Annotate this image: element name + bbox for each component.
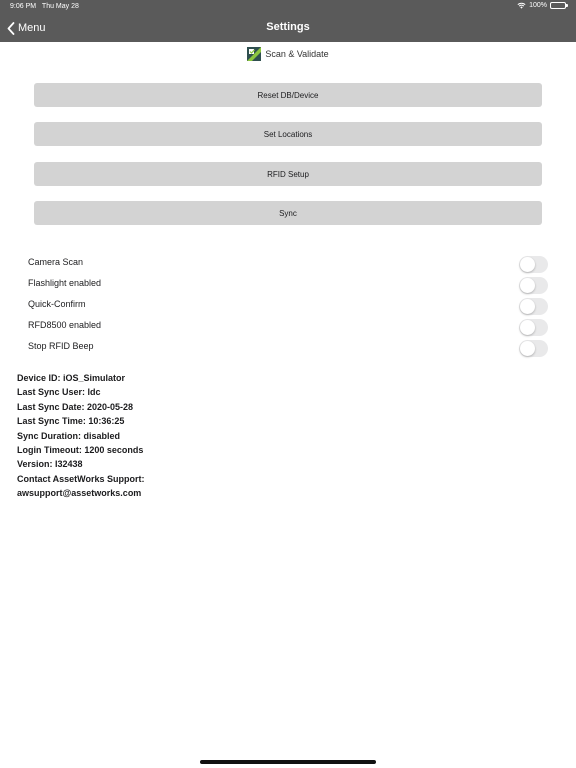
- sync-duration: Sync Duration: disabled: [17, 430, 121, 441]
- last-sync-time: Last Sync Time: 10:36:25: [17, 416, 125, 427]
- switch-knob: [520, 257, 535, 272]
- last-sync-user: Last Sync User: ldc: [17, 387, 101, 398]
- toggle-row-stop-rfid-beep: [0, 338, 576, 358]
- toggle-label: Camera Scan: [28, 257, 84, 267]
- reset-db-device-button[interactable]: Reset DB/Device: [34, 83, 542, 107]
- switch-knob: [520, 299, 535, 314]
- set-locations-button[interactable]: Set Locations: [34, 122, 542, 146]
- sync-button[interactable]: Sync: [34, 201, 542, 225]
- status-right: [517, 2, 566, 9]
- status-bar: [0, 0, 576, 14]
- login-timeout: Login Timeout: 1200 seconds: [17, 445, 144, 456]
- back-button-label: Menu: [18, 22, 46, 34]
- wifi-icon: [517, 2, 526, 9]
- toggle-label: Flashlight enabled: [28, 278, 102, 288]
- device-info: [17, 371, 145, 501]
- camera-scan-switch[interactable]: [519, 256, 548, 273]
- toggle-label: RFD8500 enabled: [28, 320, 102, 330]
- version: Version: I32438: [17, 459, 83, 470]
- contact-support-label: Contact AssetWorks Support:: [17, 473, 145, 484]
- switch-knob: [520, 320, 535, 335]
- page-title: Settings: [266, 21, 310, 33]
- logo-text: Scan & Validate: [265, 49, 329, 59]
- toggle-row-flashlight: [0, 275, 576, 295]
- support-email: awsupport@assetworks.com: [17, 488, 142, 499]
- battery-icon: [550, 2, 566, 9]
- toggle-row-quick-confirm: [0, 296, 576, 316]
- home-indicator: [200, 760, 376, 764]
- scan-validate-logo-icon: [247, 47, 261, 61]
- status-time: [10, 3, 79, 10]
- battery-percent: 100%: [529, 2, 547, 9]
- status-time-text: 9:06 PM: [10, 3, 37, 10]
- last-sync-date: Last Sync Date: 2020-05-28: [17, 401, 134, 412]
- toggle-label: Stop RFID Beep: [28, 341, 94, 351]
- rfd8500-switch[interactable]: [519, 319, 548, 336]
- switch-knob: [520, 341, 535, 356]
- switch-knob: [520, 278, 535, 293]
- stop-rfid-beep-switch[interactable]: [519, 340, 548, 357]
- toggle-label: Quick-Confirm: [28, 299, 86, 309]
- toggle-row-rfd8500: [0, 317, 576, 337]
- app-logo: [0, 47, 576, 61]
- flashlight-switch[interactable]: [519, 277, 548, 294]
- status-date-text: Thu May 28: [41, 3, 79, 10]
- rfid-setup-button[interactable]: RFID Setup: [34, 162, 542, 186]
- device-id: Device ID: iOS_Simulator: [17, 373, 126, 383]
- navigation-bar: [0, 14, 576, 42]
- toggle-row-camera-scan: [0, 254, 576, 274]
- quick-confirm-switch[interactable]: [519, 298, 548, 315]
